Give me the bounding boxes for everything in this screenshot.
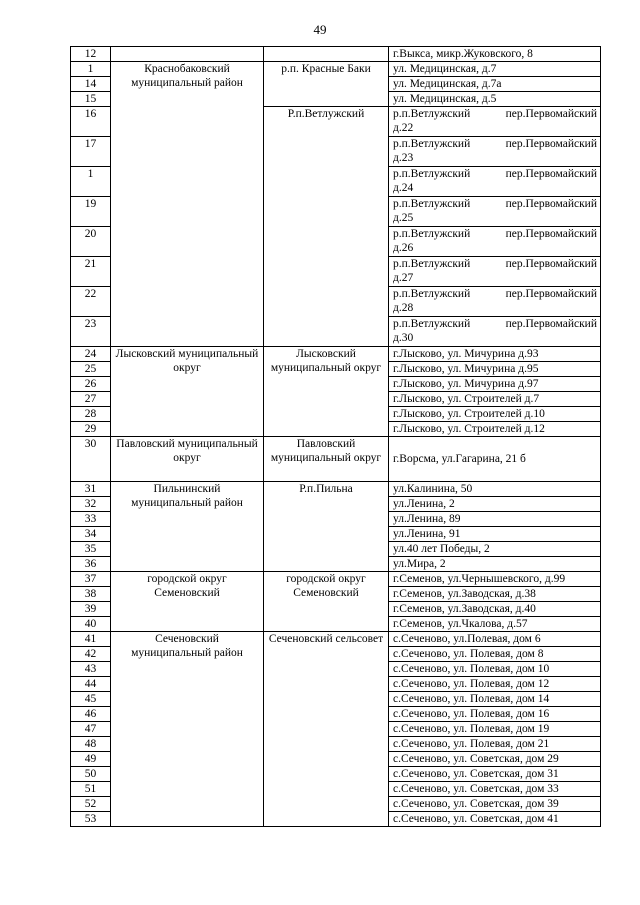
address-cell [389,677,601,692]
address-line: с.Сеченово, ул.Полевая, дом 6 [393,633,541,645]
address-line: г.Семенов, ул.Заводская, д.40 [393,603,536,615]
row-number: 53 [71,812,111,827]
table-row [71,572,601,587]
address-line: р.п.Ветлужский пер.Первомайский [393,108,597,120]
address-line: с.Сеченово, ул. Полевая, дом 14 [393,693,550,705]
table-row [71,62,601,77]
address-line: г.Лысково, ул. Мичурина д.95 [393,363,539,375]
address-line: ул.40 лет Победы, 2 [393,543,490,555]
address-cell [389,482,601,497]
address-cell [389,92,601,107]
address-line: г.Лысково, ул. Мичурина д.93 [393,348,539,360]
address-line: р.п.Ветлужский пер.Первомайский [393,318,597,330]
row-number: 44 [71,677,111,692]
table-row [71,632,601,647]
address-line: г.Лысково, ул. Строителей д.7 [393,393,540,405]
address-cell [389,542,601,557]
address-line: с.Сеченово, ул. Полевая, дом 19 [393,723,550,735]
address-line: р.п.Ветлужский пер.Первомайский [393,288,597,300]
address-line: д.23 [393,152,414,164]
table-row [71,347,601,362]
district-cell: городской округ Семеновский [111,572,264,632]
row-number: 33 [71,512,111,527]
address-line: ул.Ленина, 91 [393,528,461,540]
row-number: 1 [71,62,111,77]
address-line: ул. Медицинская, д.5 [393,93,497,105]
district-cell: Сеченовский муниципальный район [111,632,264,827]
row-number: 48 [71,737,111,752]
settlement-cell: городской округ Семеновский [264,572,389,632]
address-cell [389,197,601,227]
row-number: 25 [71,362,111,377]
address-line: д.24 [393,182,414,194]
address-cell [389,782,601,797]
row-number: 24 [71,347,111,362]
table-row [71,437,601,482]
address-line: г.Лысково, ул. Строителей д.10 [393,408,545,420]
row-number: 36 [71,557,111,572]
address-line: с.Сеченово, ул. Советская, дом 41 [393,813,559,825]
address-cell [389,422,601,437]
address-cell [389,647,601,662]
address-line: ул.Мира, 2 [393,558,446,570]
table-row [71,482,601,497]
row-number: 30 [71,437,111,482]
address-cell [389,377,601,392]
address-line: с.Сеченово, ул. Полевая, дом 8 [393,648,544,660]
address-cell [389,557,601,572]
row-number: 27 [71,392,111,407]
address-line: с.Сеченово, ул. Полевая, дом 21 [393,738,550,750]
address-cell [389,227,601,257]
row-number: 39 [71,602,111,617]
table-row [71,47,601,62]
settlement-cell: Р.п.Ветлужский [264,107,389,347]
row-number: 51 [71,782,111,797]
district-cell [111,47,264,62]
address-cell [389,107,601,137]
address-cell [389,437,601,482]
address-line: с.Сеченово, ул. Советская, дом 39 [393,798,559,810]
address-cell [389,632,601,647]
address-cell [389,797,601,812]
address-cell [389,767,601,782]
row-number: 41 [71,632,111,647]
address-line: г.Лысково, ул. Мичурина д.97 [393,378,539,390]
address-cell [389,257,601,287]
address-line: д.22 [393,122,414,134]
row-number: 23 [71,317,111,347]
address-cell [389,77,601,92]
address-cell [389,512,601,527]
address-line: г.Ворсма, ул.Гагарина, 21 б [393,453,526,465]
settlement-cell: Сеченовский сельсовет [264,632,389,827]
settlement-cell: Лысковский муниципальный округ [264,347,389,437]
address-line: с.Сеченово, ул. Советская, дом 29 [393,753,559,765]
row-number: 29 [71,422,111,437]
row-number: 28 [71,407,111,422]
address-cell [389,587,601,602]
address-cell [389,692,601,707]
address-cell [389,62,601,77]
row-number: 34 [71,527,111,542]
address-cell [389,137,601,167]
settlement-cell: Р.п.Пильна [264,482,389,572]
row-number: 20 [71,227,111,257]
address-line: р.п.Ветлужский пер.Первомайский [393,258,597,270]
address-cell [389,497,601,512]
row-number: 50 [71,767,111,782]
address-line: ул.Калинина, 50 [393,483,473,495]
address-cell [389,167,601,197]
row-number: 12 [71,47,111,62]
row-number: 49 [71,752,111,767]
row-number: 40 [71,617,111,632]
page-number: 49 [313,22,327,37]
address-line: д.30 [393,332,414,344]
address-line: г.Лысково, ул. Строителей д.12 [393,423,545,435]
address-cell [389,317,601,347]
address-line: д.25 [393,212,414,224]
address-line: г.Выкса, микр.Жуковского, 8 [393,48,533,60]
address-line: р.п.Ветлужский пер.Первомайский [393,228,597,240]
address-cell [389,812,601,827]
row-number: 31 [71,482,111,497]
address-line: г.Семенов, ул.Чкалова, д.57 [393,618,528,630]
address-cell [389,407,601,422]
row-number: 38 [71,587,111,602]
row-number: 37 [71,572,111,587]
address-line: с.Сеченово, ул. Полевая, дом 10 [393,663,550,675]
address-cell [389,527,601,542]
address-line: д.26 [393,242,414,254]
address-line: с.Сеченово, ул. Полевая, дом 16 [393,708,550,720]
address-cell [389,47,601,62]
district-cell: Лысковский муниципальный округ [111,347,264,437]
address-line: р.п.Ветлужский пер.Первомайский [393,138,597,150]
address-line: р.п.Ветлужский пер.Первомайский [393,168,597,180]
address-line: ул.Ленина, 89 [393,513,461,525]
address-cell [389,752,601,767]
address-cell [389,572,601,587]
district-cell: Краснобаковский муниципальный район [111,62,264,347]
row-number: 19 [71,197,111,227]
address-cell [389,602,601,617]
row-number: 46 [71,707,111,722]
address-line: д.27 [393,272,414,284]
row-number: 52 [71,797,111,812]
row-number: 43 [71,662,111,677]
row-number: 16 [71,107,111,137]
settlement-cell [264,47,389,62]
address-cell [389,362,601,377]
row-number: 14 [71,77,111,92]
table-body [71,47,601,827]
address-line: р.п.Ветлужский пер.Первомайский [393,198,597,210]
address-line: с.Сеченово, ул. Советская, дом 33 [393,783,559,795]
address-line: г.Семенов, ул.Заводская, д.38 [393,588,536,600]
address-line: с.Сеченово, ул. Советская, дом 31 [393,768,559,780]
address-cell [389,662,601,677]
settlement-cell: р.п. Красные Баки [264,62,389,107]
row-number: 22 [71,287,111,317]
row-number: 45 [71,692,111,707]
row-number: 47 [71,722,111,737]
address-line: ул.Ленина, 2 [393,498,455,510]
row-number: 21 [71,257,111,287]
row-number: 35 [71,542,111,557]
address-line: ул. Медицинская, д.7 [393,63,497,75]
address-line: д.28 [393,302,414,314]
address-cell [389,392,601,407]
district-cell: Павловский муниципальный округ [111,437,264,482]
address-line: с.Сеченово, ул. Полевая, дом 12 [393,678,550,690]
address-cell [389,707,601,722]
address-cell [389,287,601,317]
district-cell: Пильнинский муниципальный район [111,482,264,572]
row-number: 17 [71,137,111,167]
row-number: 26 [71,377,111,392]
address-cell [389,347,601,362]
address-cell [389,737,601,752]
row-number: 1 [71,167,111,197]
row-number: 32 [71,497,111,512]
address-cell [389,722,601,737]
row-number: 42 [71,647,111,662]
address-line: г.Семенов, ул.Чернышевского, д.99 [393,573,566,585]
row-number: 15 [71,92,111,107]
settlement-cell: Павловский муниципальный округ [264,437,389,482]
address-line: ул. Медицинская, д.7а [393,78,502,90]
address-table [70,46,601,827]
address-cell [389,617,601,632]
